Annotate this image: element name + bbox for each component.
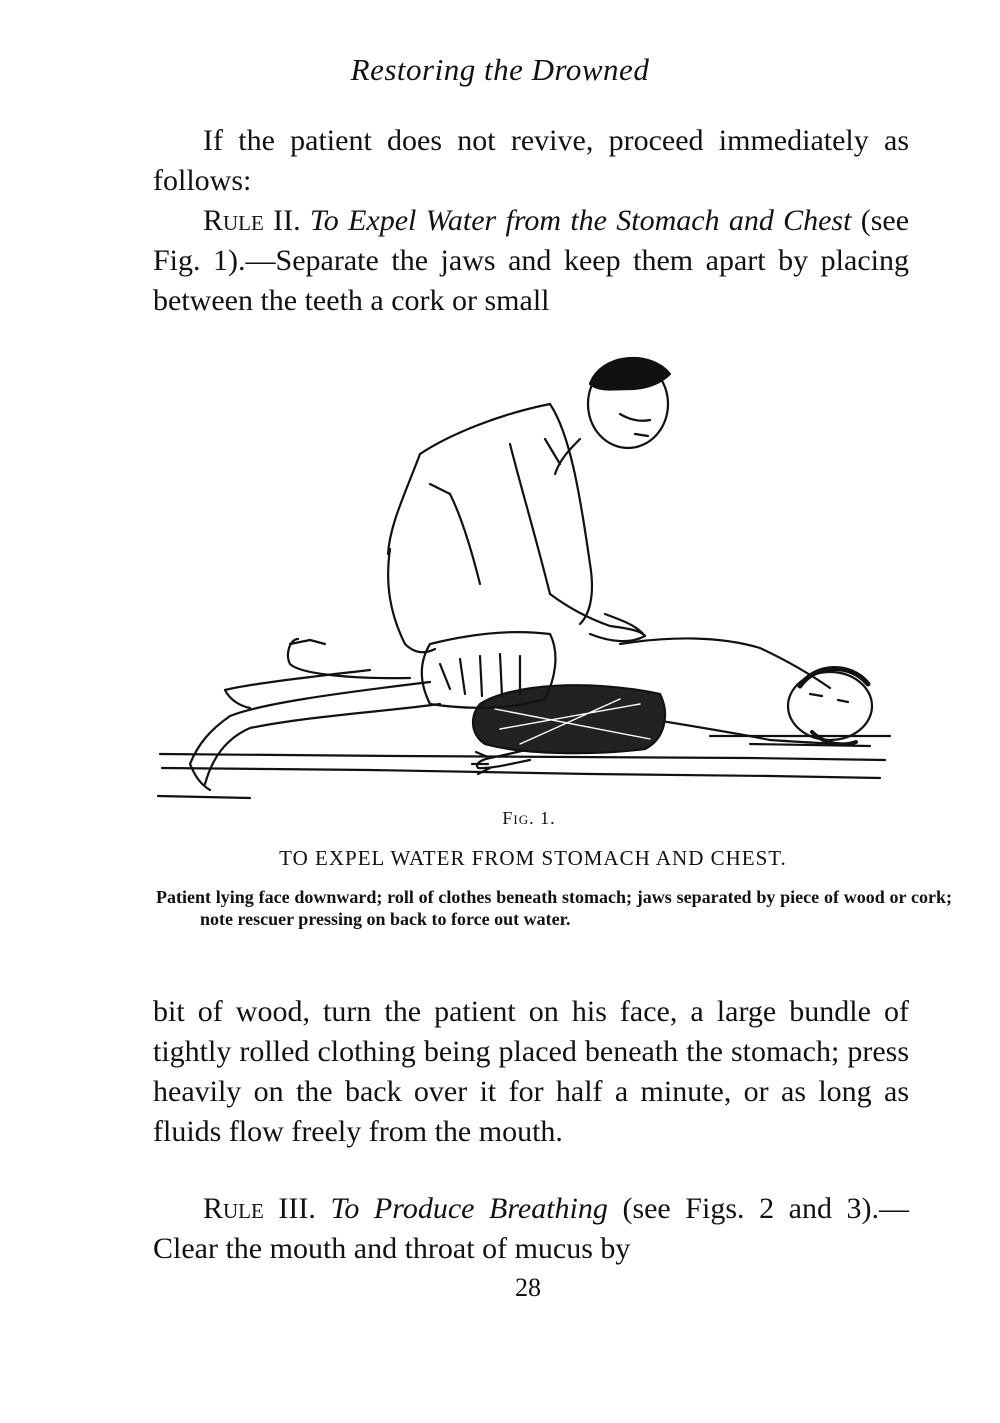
rescuer-and-patient-drawing	[150, 344, 900, 804]
rule-2-title: To Expel Water from the Stomach and Chest	[309, 204, 852, 237]
paragraph-continued: bit of wood, turn the patient on his face, a large bundle of tightly rolled clothing being placed beneath the stomach; press heavily on the back over it for half a minute, or as long as fluids flow freely from the mouth.	[153, 995, 909, 1148]
figure-caption: Patient lying face downward; roll of clothes beneath stomach; jaws separated by piece of wood or cork; note rescuer pressing on back to force out water.	[156, 887, 952, 929]
rule-3-text: (see Figs. 2 and 3).—Clear the mouth and throat of mucus by	[153, 1192, 909, 1265]
figure-label: Fig. 1.	[502, 808, 556, 828]
rule-3-title: To Produce Breathing	[330, 1192, 608, 1225]
figure-illustration	[150, 344, 900, 804]
paragraph-rule-2	[153, 201, 909, 321]
paragraph-intro: If the patient does not revive, proceed immediately as follows:	[153, 124, 909, 197]
rule-2-text: (see Fig. 1).—Separate the jaws and keep them apart by placing between the teeth a cork or small	[153, 204, 910, 317]
rule-2-label: Rule II.	[203, 204, 301, 237]
figure-title: TO EXPEL WATER FROM STOMACH AND CHEST.	[279, 846, 787, 870]
rescuer	[288, 358, 670, 708]
paragraph-rule-3	[153, 1189, 909, 1269]
running-head: Restoring the Drowned	[350, 52, 650, 87]
page-number: 28	[515, 1273, 541, 1302]
rule-3-label: Rule III.	[203, 1192, 316, 1225]
patient-legs	[190, 670, 440, 790]
